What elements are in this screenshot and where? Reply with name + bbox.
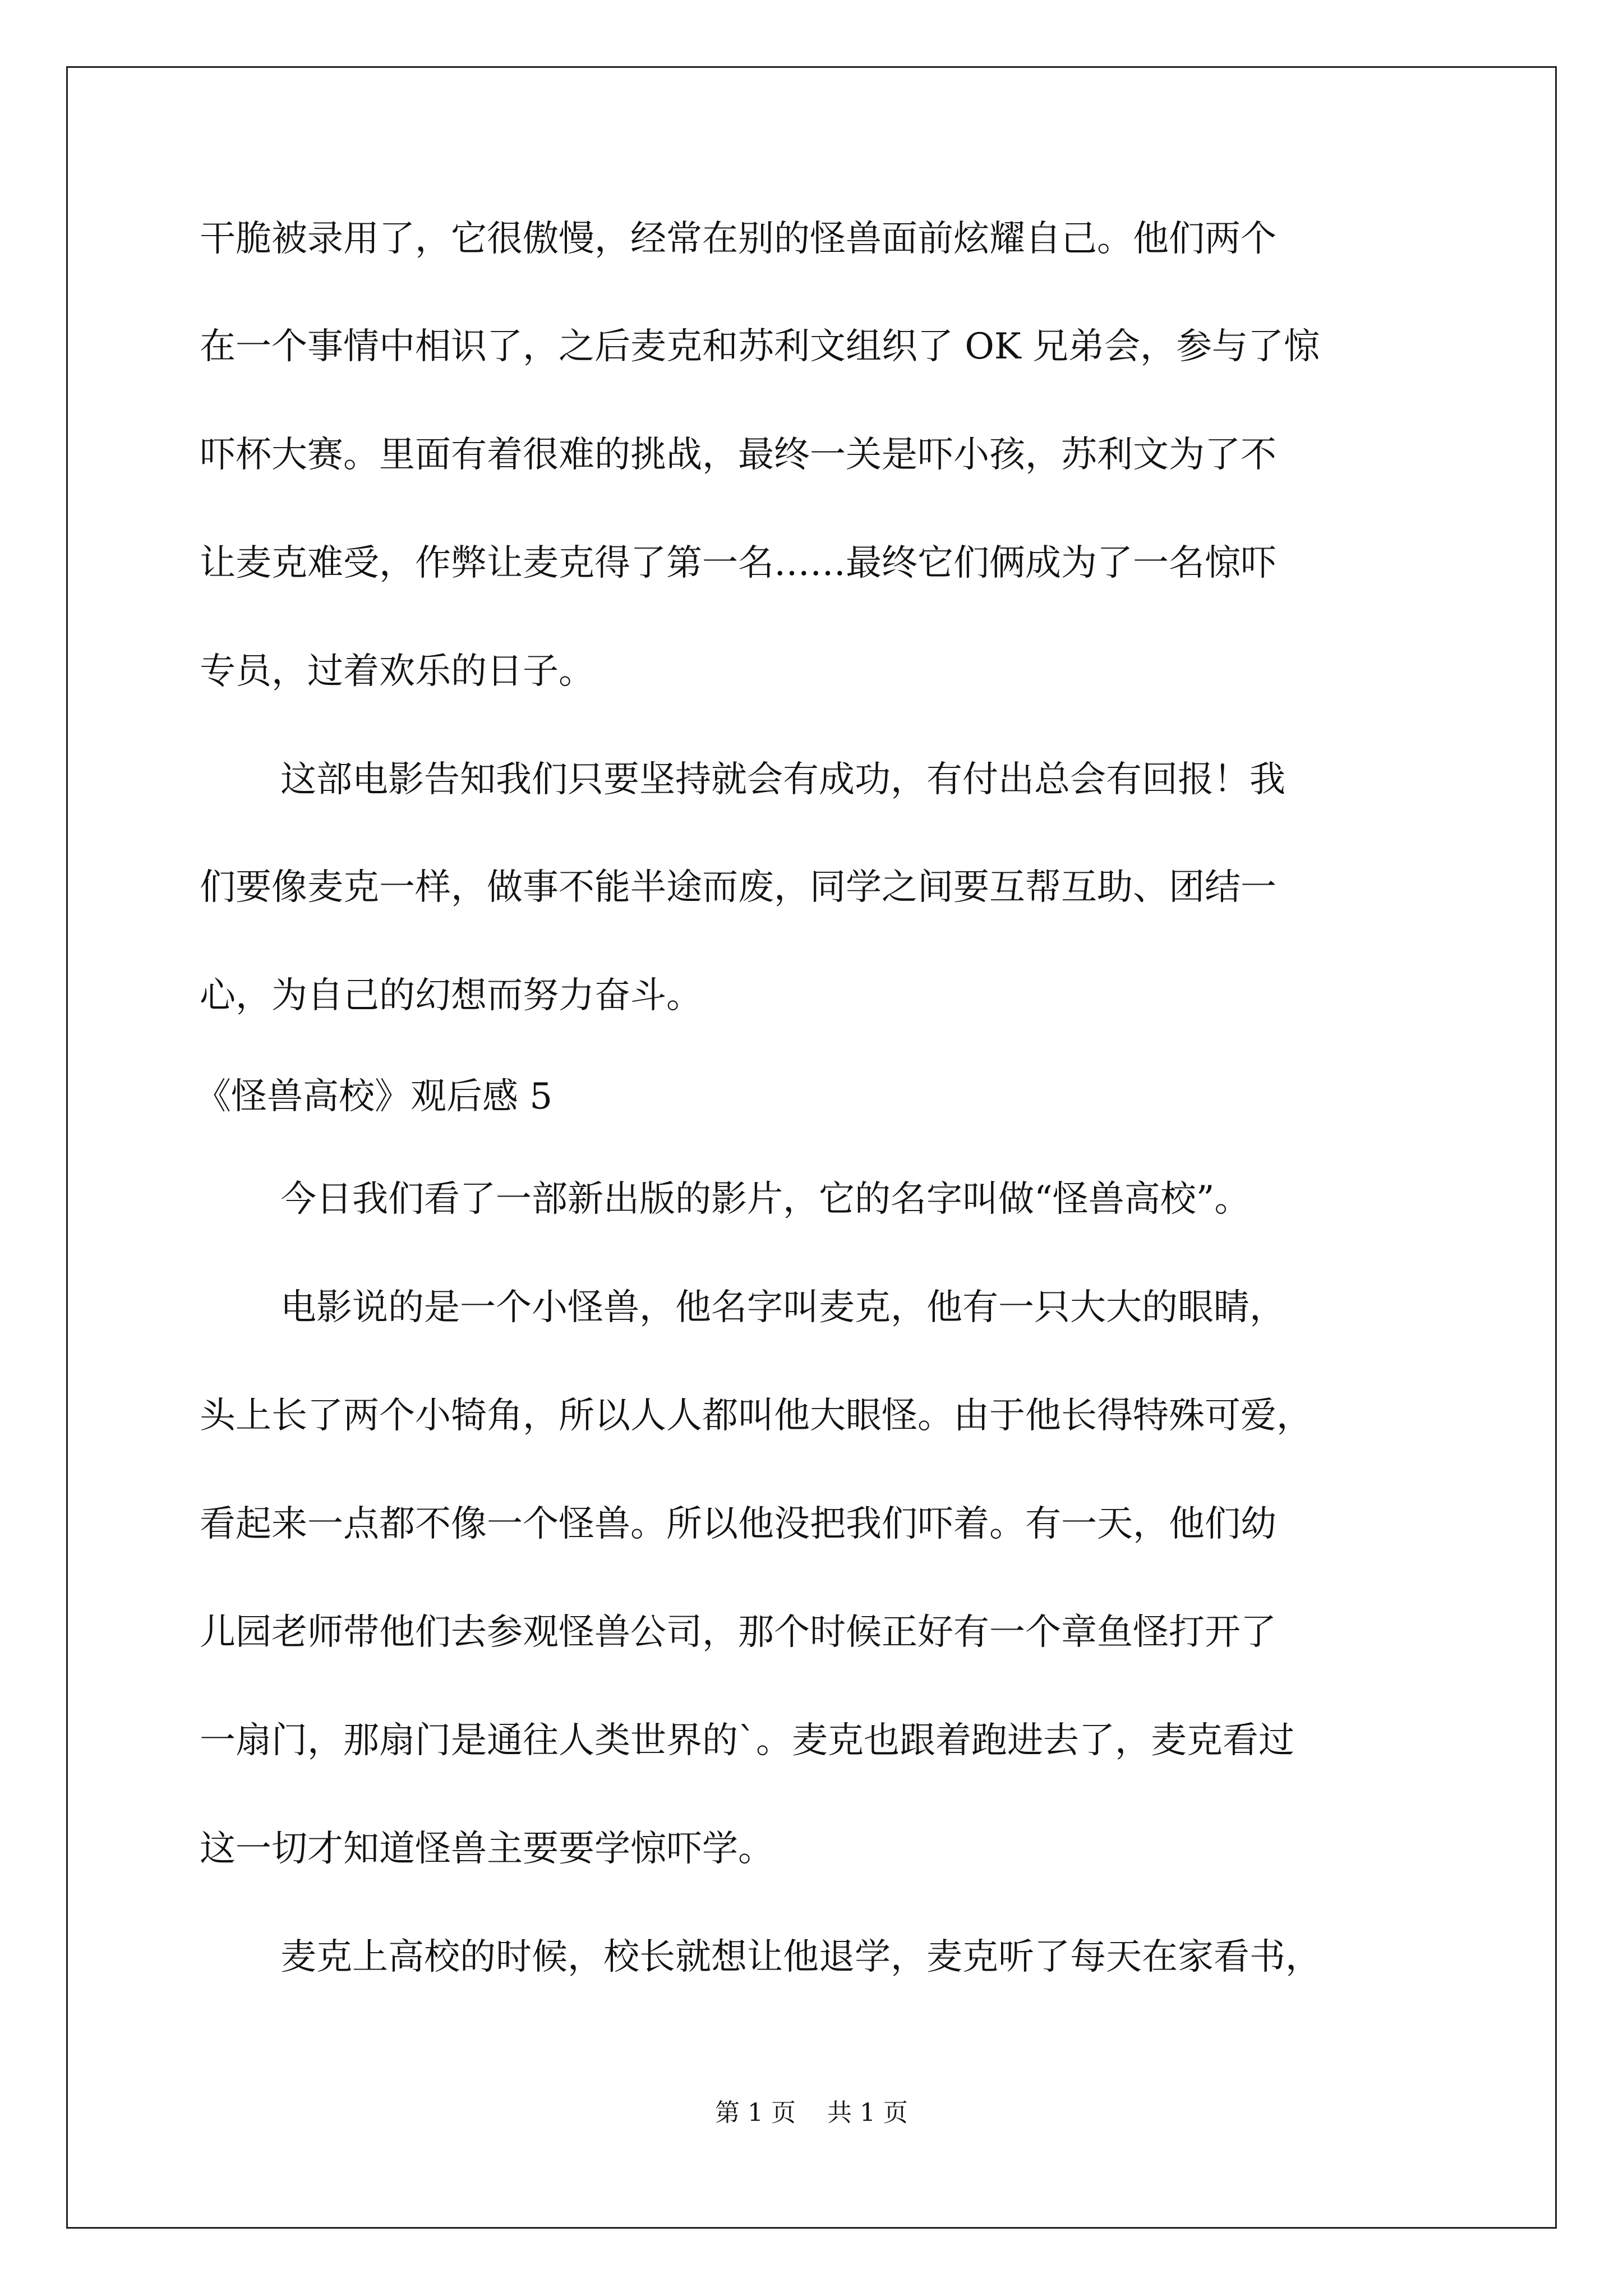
paragraph-first-line: 电影说的是一个小怪兽，他名字叫麦克，他有一只大大的眼睛， bbox=[280, 1287, 1285, 1328]
text-line: 这一切才知道怪兽主要要学惊吓学。 bbox=[200, 1828, 774, 1870]
text-line: 看起来一点都不像一个怪兽。所以他没把我们吓着。有一天，他们幼 bbox=[200, 1503, 1276, 1545]
text-line: 一扇门，那扇门是通往人类世界的`。麦克也跟着跑进去了，麦克看过 bbox=[200, 1720, 1294, 1761]
text-line: 专员，过着欢乐的日子。 bbox=[200, 651, 594, 692]
text-line: 儿园老师带他们去参观怪兽公司，那个时候正好有一个章鱼怪打开了 bbox=[200, 1612, 1276, 1653]
section-heading: 《怪兽高校》观后感 5 bbox=[195, 1076, 553, 1117]
text-line: 们要像麦克一样，做事不能半途而废，同学之间要互帮互助、团结一 bbox=[200, 867, 1276, 908]
page-frame bbox=[66, 66, 1557, 2229]
text-line: 在一个事情中相识了，之后麦克和苏利文组织了 OK 兄弟会，参与了惊 bbox=[200, 326, 1320, 367]
text-line: 让麦克难受，作弊让麦克得了第一名……最终它们俩成为了一名惊吓 bbox=[200, 542, 1276, 584]
text-line: 头上长了两个小犄角，所以人人都叫他大眼怪。由于他长得特殊可爱， bbox=[200, 1395, 1312, 1437]
page-footer: 第 1 页 共 1 页 bbox=[715, 2099, 908, 2127]
text-line: 吓杯大赛。里面有着很难的挑战，最终一关是吓小孩，苏利文为了不 bbox=[200, 434, 1276, 476]
paragraph-first-line: 今日我们看了一部新出版的影片，它的名字叫做“怪兽高校”。 bbox=[280, 1179, 1251, 1220]
text-line: 心，为自己的幻想而努力奋斗。 bbox=[200, 975, 702, 1016]
text-line: 干脆被录用了，它很傲慢，经常在别的怪兽面前炫耀自己。他们两个 bbox=[200, 218, 1276, 260]
paragraph-first-line: 这部电影告知我们只要坚持就会有成功，有付出总会有回报！我 bbox=[280, 759, 1285, 800]
paragraph-first-line: 麦克上高校的时候，校长就想让他退学，麦克听了每天在家看书， bbox=[280, 1936, 1321, 1978]
